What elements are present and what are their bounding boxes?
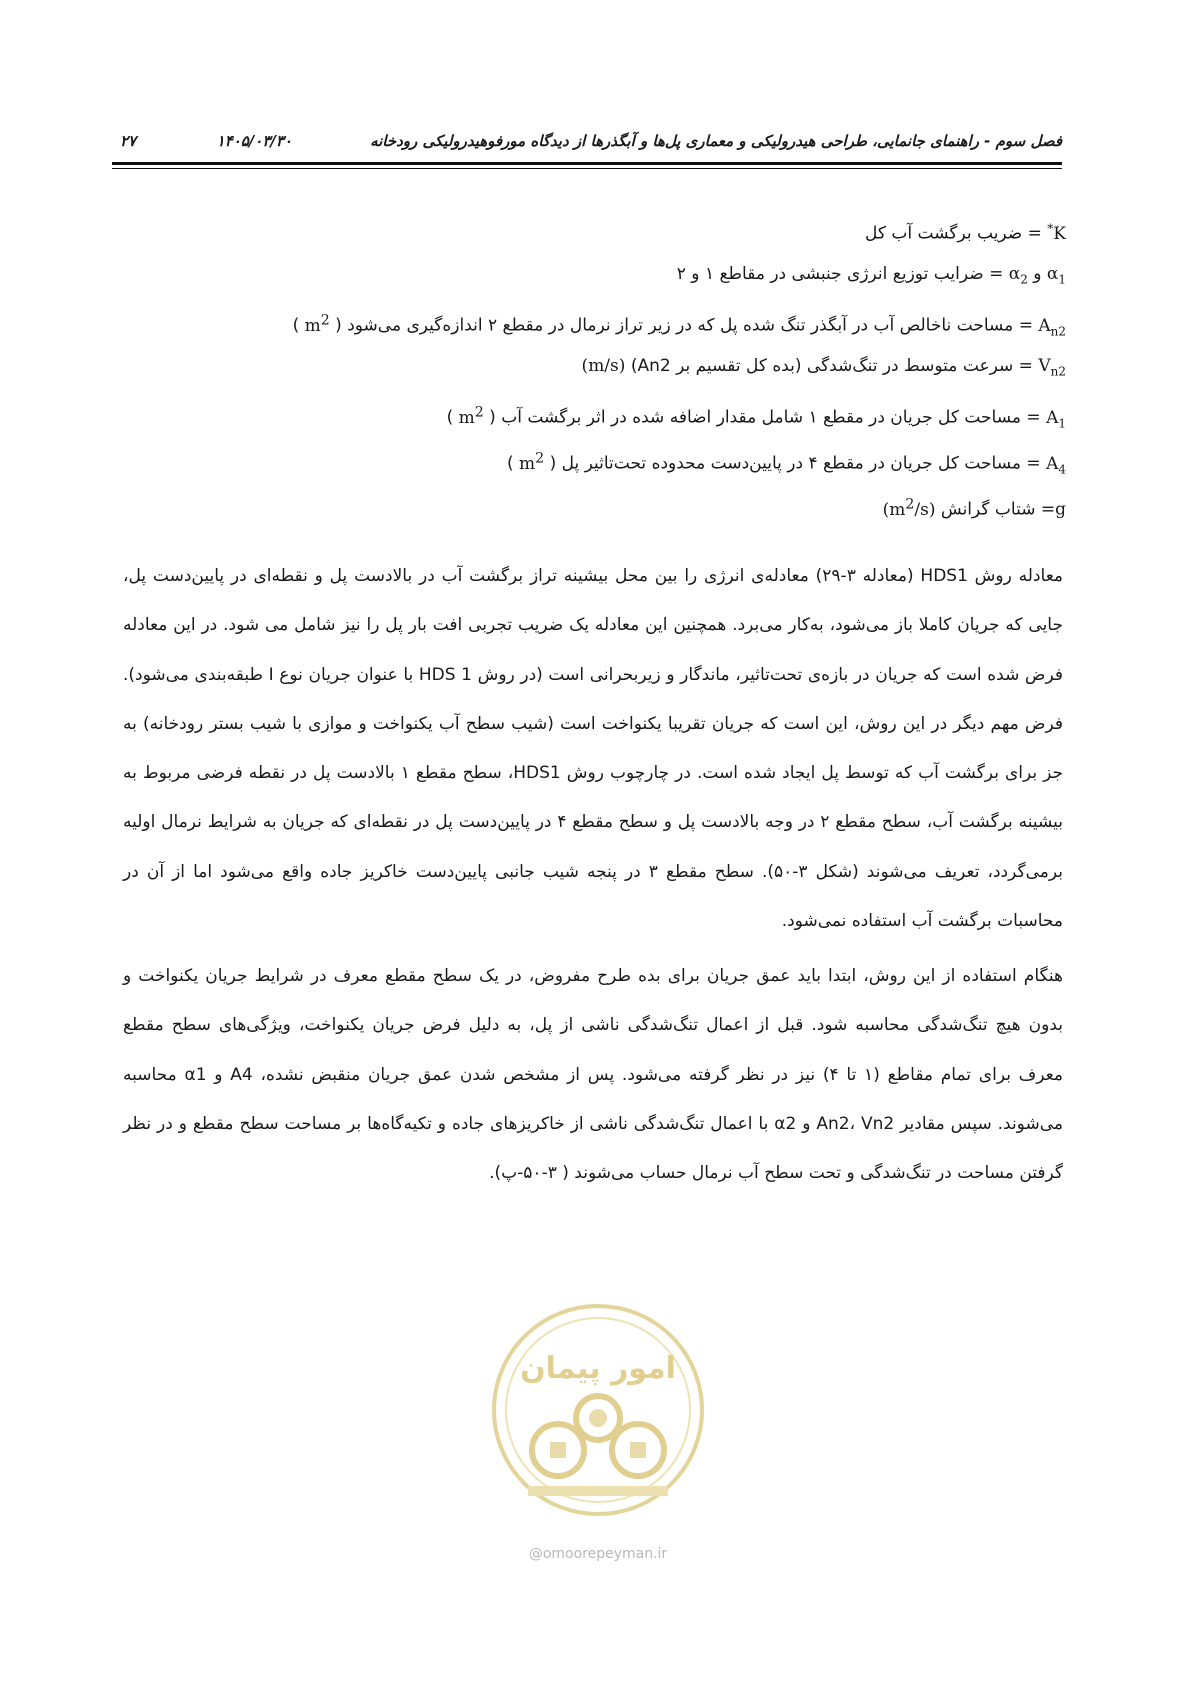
definition-an2 [166, 306, 1066, 352]
symbol: $\alpha_2$ [1008, 264, 1028, 287]
definition-k-star [166, 214, 1066, 260]
unit: $m^2$ [519, 450, 545, 474]
symbol: $A_4$ [1046, 453, 1066, 477]
definition-text: = ضریب برگشت آب کل [865, 223, 1048, 244]
unit: $(m^2/s)$ [882, 496, 936, 520]
definition-alpha: $\alpha_1$ و $\alpha_2$ = ضرایب توزیع انرژی جنبشی در مقاطع ۱ و ۲ [676, 264, 1066, 287]
definition-close: ) [446, 407, 454, 428]
definition-text: = مساحت ناخالص آب در آبگذر تنگ شده پل که در زیر تراز نرمال در مقطع ۲ اندازه‌گیری می‌شود ( [335, 315, 1039, 336]
definition-vn2 [166, 352, 1066, 398]
definition-close: ) [292, 315, 300, 336]
definition-text: = سرعت متوسط در تنگ‌شدگی (بده کل تقسیم بر An2) [630, 356, 1039, 376]
definition-a4 [166, 444, 1066, 490]
symbol: $V_{n2}$ [1038, 356, 1066, 379]
watermark-url: @omoorepeyman.ir [528, 1546, 668, 1562]
symbol: $A_{n2}$ [1038, 315, 1066, 339]
unit: (m/s) [581, 356, 626, 376]
definition-text: = مساحت کل جریان در مقطع ۱ شامل مقدار اضافه شده در اثر برگشت آب ( [489, 407, 1047, 428]
definition-text: = مساحت کل جریان در مقطع ۴ در پایین‌دست محدوده تحت‌تاثیر پل ( [549, 453, 1047, 474]
definition-a1 [166, 398, 1066, 444]
definition-text: = ضرایب توزیع انرژی جنبشی در مقاطع ۱ و ۲ [676, 264, 1009, 284]
page-number: ۲۷ [120, 132, 137, 150]
header-rule-thick [112, 162, 1062, 165]
header-date: ۱۴۰۵/۰۳/۳۰ [216, 132, 292, 150]
symbol-definitions [166, 214, 1066, 536]
page-header [112, 132, 1062, 162]
unit: $m^2$ [458, 404, 484, 428]
header-rule-thin [112, 168, 1062, 169]
definition-text: = شتاب گرانش [940, 499, 1056, 520]
paragraph-text: هنگام استفاده از این روش، ابتدا باید عمق جریان برای بده طرح مفروض، در یک سطح مقطع معرف در شرایط جریان یکنواخت و بدون هیچ تنگ‌شدگی محاسبه شود. قبل از اعمال تنگ‌شدگی ناشی از پل، به دلیل فرض جریان یکنواخت، ویژگی‌های سطح مقطع معرف برای تمام مقاطع (۱ تا ۴) نیز در نظر گرفته می‌شود. پس از مشخص شدن عمق جریان منقبض نشده، A4 و α1 محاسبه می‌شوند. سپس مقادیر An2، Vn2 و α2 با اعمال تنگ‌شدگی ناشی از خاکریزهای جاده و تکیه‌گاه‌ها بر مساحت سطح مقطع و در نظر گرفتن مساحت در تنگ‌شدگی و تحت سطح آب نرمال حساب می‌شوند ( ۳-۵۰-پ). [123, 966, 1063, 1184]
symbol: K* [1047, 221, 1066, 244]
body-paragraph-1 [123, 552, 1063, 946]
unit: $m^2$ [304, 312, 330, 336]
paragraph-text: معادله روش HDS1 (معادله ۳-۲۹) معادله‌ی انرژی را بین محل بیشینه تراز برگشت آب در بالادست پل و نقطه‌ای در پایین‌دست پل، جایی که جریان کاملا باز می‌شود، به‌کار می‌برد. همچنین این معادله یک ضریب تجربی افت بار پل را نیز شامل می شود. در این معادله فرض شده است که جریان در بازه‌ی تحت‌تاثیر، ماندگار و زیربحرانی است (در روش HDS 1 با عنوان جریان نوع I طبقه‌بندی می‌شود). فرض مهم دیگر در این روش، این است که جریان تقریبا یکنواخت است (شیب سطح آب یکنواخت و موازی با شیب بستر رودخانه) به جز برای برگشت آب که توسط پل ایجاد شده است. در چارچوب روش HDS1، سطح مقطع ۱ بالادست پل در نقطه فرضی مربوط به بیشینه برگشت آب، سطح مقطع ۲ در وجه بالادست پل و سطح مقطع ۴ در پایین‌دست پل در نقطه‌ای که جریان به شرایط نرمال اولیه برمی‌گردد، تعریف می‌شوند (شکل ۳-۵۰). سطح مقطع ۳ در پنجه شیب جانبی پایین‌دست خاکریز جاده واقع می‌شود اما از آن در محاسبات برگشت آب استفاده نمی‌شود. [123, 566, 1063, 932]
symbol: g [1055, 499, 1066, 520]
symbol: $\alpha_1$ [1046, 264, 1066, 287]
watermark-logo-icon [488, 1300, 708, 1520]
body-paragraph-2 [123, 952, 1063, 1198]
header-title: فصل سوم - راهنمای جانمایی، طراحی هیدرولیکی و معماری پل‌ها و آبگذرها از دیدگاه مورفوهیدرولیکی رودخانه [370, 132, 1062, 150]
definition-g [166, 490, 1066, 536]
definition-close: ) [506, 453, 514, 474]
svg-text:امور پیمان: امور پیمان [520, 1351, 676, 1386]
symbol: $A_1$ [1046, 407, 1066, 431]
